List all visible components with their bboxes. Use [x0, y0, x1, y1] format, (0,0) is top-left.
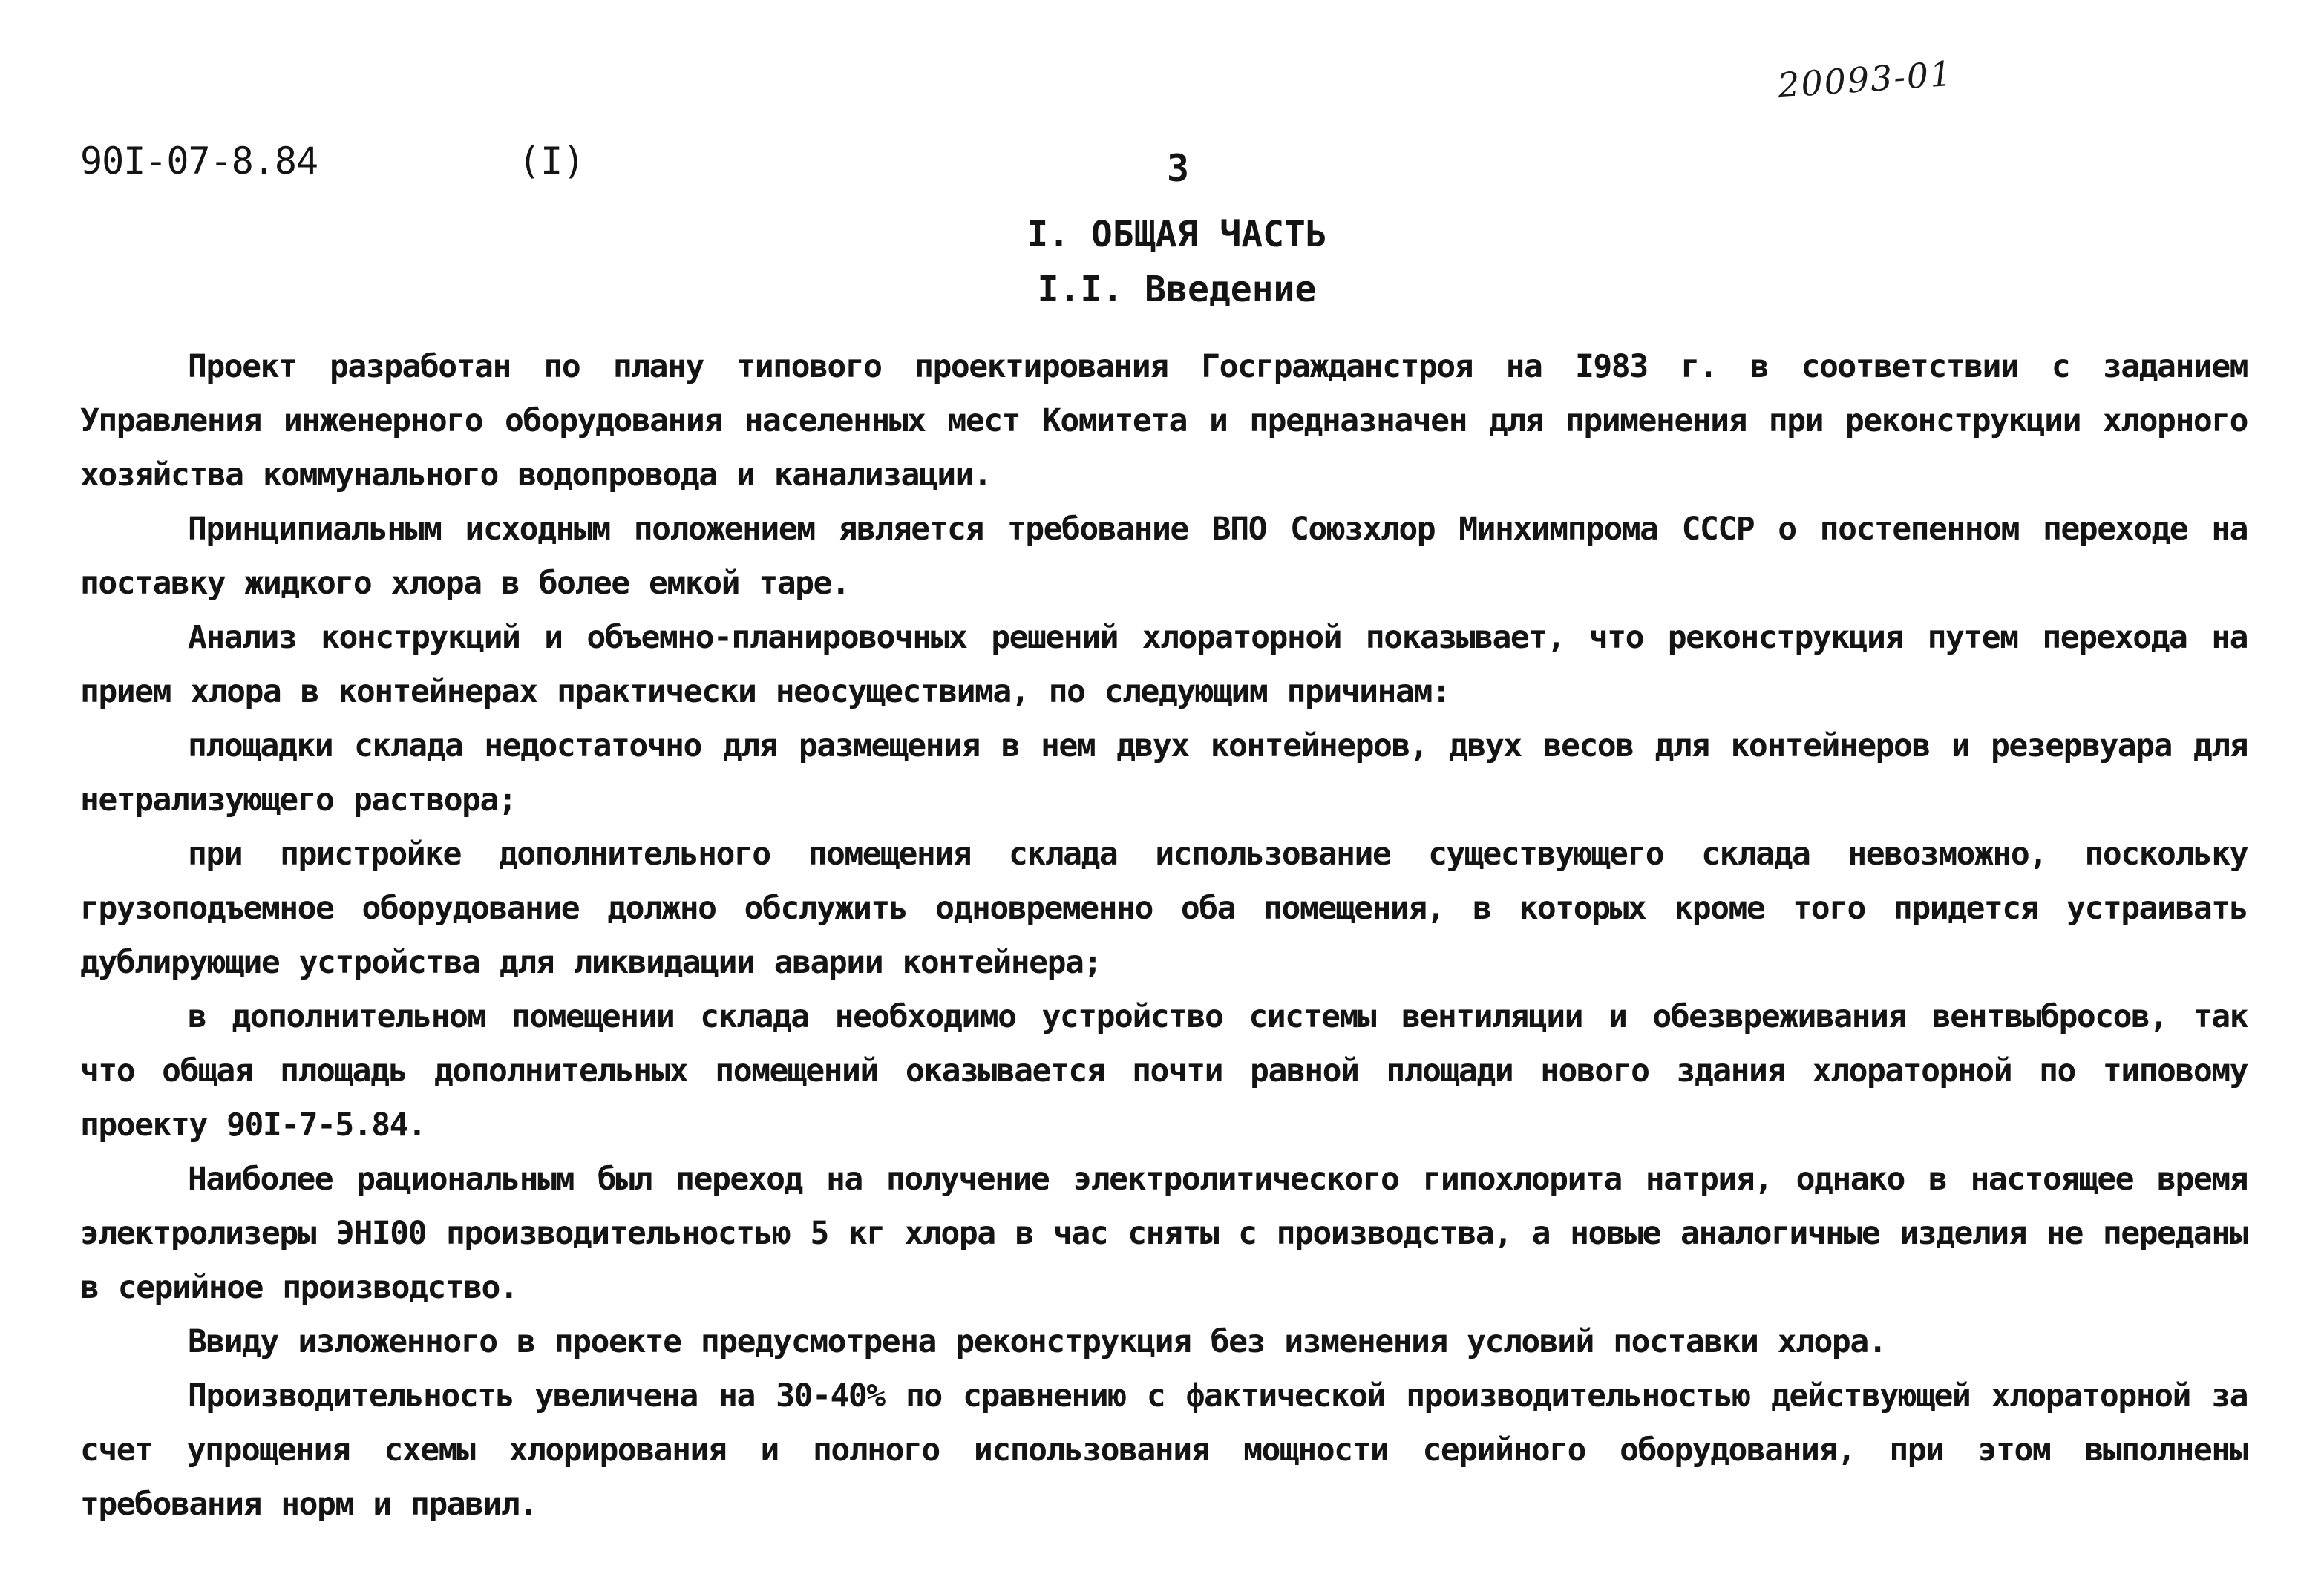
paragraph-conclusion: Ввиду изложенного в проекте предусмотрена реконструкция без изменения условий поставки хлора.: [188, 1323, 1887, 1360]
page-number: 3: [1167, 147, 1190, 190]
paragraph-capacity: Производительность увеличена на 30-40% по сравнению с фактической производительностью действующей хлораторной за счет упрощения схемы хлорирования и полного использования мощности серийного оборудования, при этом выполнены требования норм и правил.: [80, 1377, 2248, 1523]
body-text: [80, 340, 2248, 1532]
handwritten-archive-number: 20093-01: [1776, 53, 1955, 106]
section-title: I. ОБЩАЯ ЧАСТЬ: [1027, 214, 1327, 255]
paragraph-reason-ventilation: в дополнительном помещении склада необходимо устройство системы вентиляции и обезвреживания вентвыбросов, так что общая площадь дополнительных помещений оказывается почти равной площади нового здания хлораторной по типовому проекту 90I-7-5.84.: [80, 998, 2248, 1144]
paragraph-purpose: Проект разработан по плану типового проектирования Госгражданстроя на I983 г. в соответствии с заданием Управления инженерного оборудования населенных мест Комитета и предназначен для применения при реконструкции хлорного хозяйства коммунального водопровода и канализации.: [80, 348, 2248, 494]
paragraph-analysis: Анализ конструкций и объемно-планировочных решений хлораторной показывает, что реконструкция путем перехода на прием хлора в контейнерах практически неосуществима, по следующим причинам:: [80, 619, 2248, 710]
document-code: 90I-07-8.84: [80, 140, 318, 183]
paragraph-requirement: Принципиальным исходным положением является требование ВПО Союзхлор Минхимпрома СССР о постепенном переходе на поставку жидкого хлора в более емкой таре.: [80, 511, 2248, 602]
subsection-title: I.I. Введение: [1037, 269, 1317, 310]
paragraph-reason-area: площадки склада недостаточно для размещения в нем двух контейнеров, двух весов для контейнеров и резервуара для нетрализующего раствора;: [80, 727, 2248, 819]
paragraph-reason-extension: при пристройке дополнительного помещения склада использование существующего склада невозможно, поскольку грузоподъемное оборудование должно обслужить одновременно оба помещения, в которых кроме того придется устраивать дублирующие устройства для ликвидации аварии контейнера;: [80, 836, 2248, 981]
document-part: (I): [518, 140, 586, 183]
paragraph-hypochlorite: Наиболее рациональным был переход на получение электролитического гипохлорита натрия, однако в настоящее время электролизеры ЭНI00 производительностью 5 кг хлора в час сняты с производства, а новые аналогичные изделия не переданы в серийное производство.: [80, 1161, 2248, 1306]
